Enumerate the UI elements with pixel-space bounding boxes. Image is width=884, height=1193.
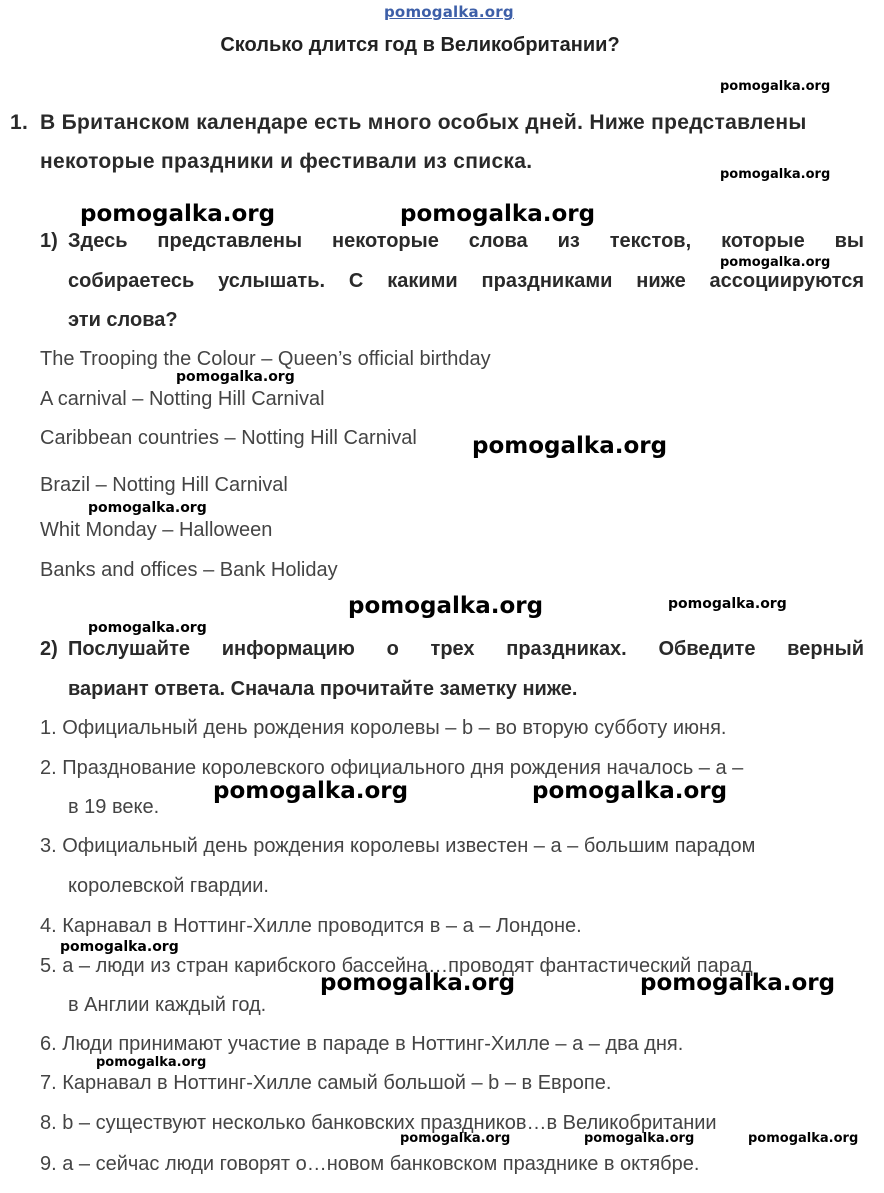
answer-item: 4. Карнавал в Ноттинг-Хилле проводится в – a – Лондоне. xyxy=(40,915,582,937)
watermark: pomogalka.org xyxy=(668,596,787,612)
association-item: The Trooping the Colour – Queen’s official birthday xyxy=(40,348,491,370)
answer-item: 6. Люди принимают участие в параде в Ноттинг-Хилле – a – два дня. xyxy=(40,1033,684,1055)
task-1-number: 1. xyxy=(10,111,29,134)
watermark: pomogalka.org xyxy=(88,500,207,516)
association-item: Caribbean countries – Notting Hill Carnival xyxy=(40,427,417,449)
watermark: pomogalka.org xyxy=(348,593,544,619)
watermark: pomogalka.org xyxy=(80,201,276,227)
site-header-link[interactable]: pomogalka.org xyxy=(384,3,514,21)
page-title: Сколько длится год в Великобритании? xyxy=(220,34,620,56)
watermark: pomogalka.org xyxy=(720,79,831,94)
association-item: A carnival – Notting Hill Carnival xyxy=(40,388,325,410)
answer-item: 1. Официальный день рождения королевы – b – во вторую субботу июня. xyxy=(40,717,727,739)
part-2-line-2: вариант ответа. Сначала прочитайте заметку ниже. xyxy=(68,678,578,700)
watermark: pomogalka.org xyxy=(720,167,831,182)
watermark: pomogalka.org xyxy=(472,433,668,459)
watermark: pomogalka.org xyxy=(88,620,207,636)
association-item: Whit Monday – Halloween xyxy=(40,519,273,541)
watermark: pomogalka.org xyxy=(96,1055,207,1070)
task-1-text-1: В Британском календаре есть много особых дней. Ниже представлены xyxy=(40,111,807,134)
watermark: pomogalka.org xyxy=(320,970,516,996)
answer-item-continuation: в 19 веке. xyxy=(68,796,160,818)
answer-item: 5. a – люди из стран карибского бассейна…проводят фантастический парад xyxy=(40,955,753,977)
answer-item-continuation: королевской гвардии. xyxy=(68,875,269,897)
answer-item-continuation: в Англии каждый год. xyxy=(68,994,267,1016)
watermark: pomogalka.org xyxy=(176,369,295,385)
part-1-number: 1) xyxy=(40,230,58,252)
association-item: Banks and offices – Bank Holiday xyxy=(40,559,338,581)
part-1-line-1: Здесь представлены некоторые слова из текстов, которые вы xyxy=(68,230,864,252)
part-2-number: 2) xyxy=(40,638,58,660)
part-1-line-2: собираетесь услышать. С какими праздниками ниже ассоциируются xyxy=(68,270,864,292)
watermark: pomogalka.org xyxy=(400,1131,511,1146)
watermark: pomogalka.org xyxy=(400,201,596,227)
watermark: pomogalka.org xyxy=(720,255,831,270)
part-2-line-1: Послушайте информацию о трех праздниках. Обведите верный xyxy=(68,638,864,660)
answer-item: 2. Празднование королевского официального дня рождения началось – a – xyxy=(40,757,744,779)
watermark: pomogalka.org xyxy=(532,778,728,804)
answer-item: 8. b – существуют несколько банковских праздников…в Великобритании xyxy=(40,1112,717,1134)
watermark: pomogalka.org xyxy=(60,939,179,955)
watermark: pomogalka.org xyxy=(584,1131,695,1146)
answer-item: 9. a – сейчас люди говорят о…новом банковском празднике в октябре. xyxy=(40,1153,700,1175)
answer-item: 3. Официальный день рождения королевы известен – a – большим парадом xyxy=(40,835,756,857)
answer-item: 7. Карнавал в Ноттинг-Хилле самый большой – b – в Европе. xyxy=(40,1072,612,1094)
watermark: pomogalka.org xyxy=(213,778,409,804)
association-item: Brazil – Notting Hill Carnival xyxy=(40,474,288,496)
watermark: pomogalka.org xyxy=(748,1131,859,1146)
watermark: pomogalka.org xyxy=(640,970,836,996)
part-1-line-3: эти слова? xyxy=(68,309,178,331)
task-1-line-2: некоторые праздники и фестивали из списка. xyxy=(40,150,533,173)
